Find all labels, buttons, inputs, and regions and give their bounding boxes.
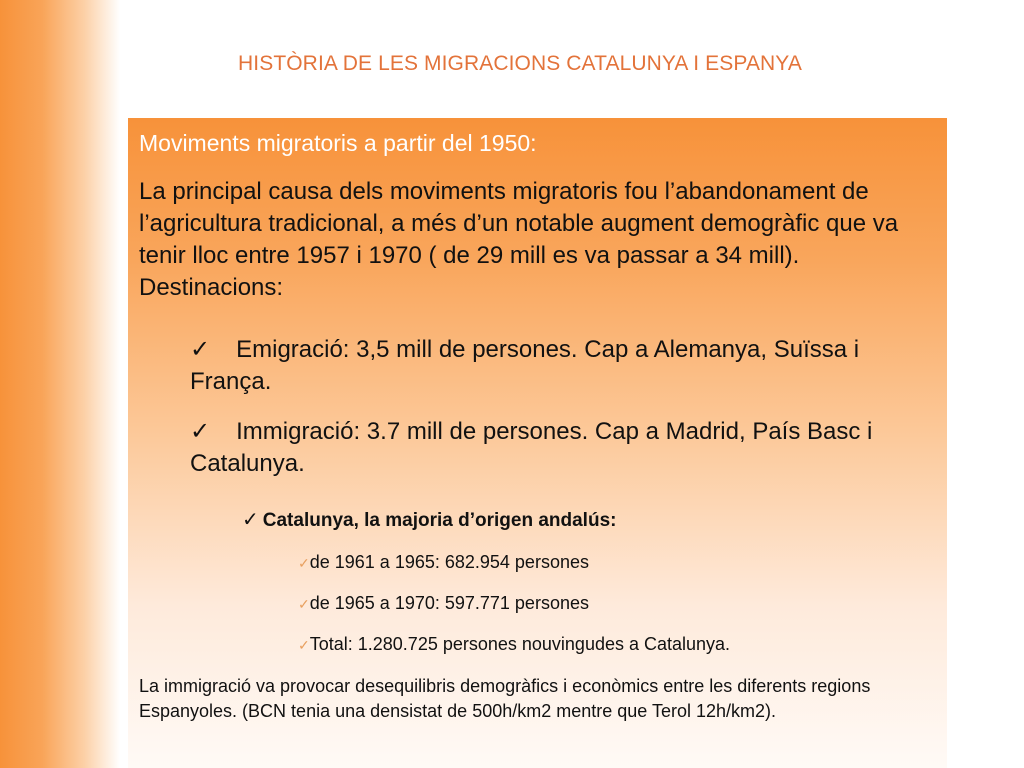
checkmark-icon: ✓ bbox=[298, 596, 310, 612]
footer-paragraph: La immigració va provocar desequilibris demogràfics i econòmics entre les diferents regions Espanyoles. (BCN tenia una densistat de 500h/km2 mentre que Terol 12h/km2). bbox=[139, 676, 871, 721]
checkmark-icon: ✓ bbox=[242, 509, 259, 531]
sub-bullet-total bbox=[298, 632, 730, 657]
checkmark-icon: ✓ bbox=[298, 555, 310, 571]
bullet-text: Emigració: 3,5 mill de persones. Cap a Alemanya, Suïssa i França. bbox=[190, 336, 860, 395]
sub-bullet-1965-1970 bbox=[298, 591, 589, 616]
bullet-text: Catalunya, la majoria d’origen andalús: bbox=[262, 510, 617, 531]
bullet-immigracio bbox=[190, 416, 890, 480]
section-heading: Moviments migratoris a partir del 1950: bbox=[139, 130, 537, 156]
checkmark-icon: ✓ bbox=[190, 336, 211, 363]
bullet-catalunya bbox=[242, 508, 616, 533]
sub-bullet-text: de 1965 a 1970: 597.771 persones bbox=[309, 593, 589, 613]
slide-title: HISTÒRIA DE LES MIGRACIONS CATALUNYA I ESPANYA bbox=[238, 52, 802, 75]
sub-bullet-text: Total: 1.280.725 persones nouvingudes a Catalunya. bbox=[309, 634, 731, 654]
bullet-emigracio bbox=[190, 334, 890, 398]
bullet-text: Immigració: 3.7 mill de persones. Cap a Madrid, País Basc i Catalunya. bbox=[190, 418, 873, 477]
sub-bullet-text: de 1961 a 1965: 682.954 persones bbox=[309, 552, 589, 572]
decorative-left-band bbox=[0, 0, 120, 768]
checkmark-icon: ✓ bbox=[298, 637, 310, 653]
content-box bbox=[128, 118, 947, 768]
checkmark-icon: ✓ bbox=[190, 418, 211, 445]
sub-bullet-1961-1965 bbox=[298, 550, 589, 575]
main-paragraph: La principal causa dels moviments migratoris fou l’abandonament de l’agricultura tradicional, a més d’un notable augment demogràfic que va tenir lloc entre 1957 i 1970 ( de 29 mill es va passar a 34 mill). Destinacions: bbox=[139, 178, 899, 301]
